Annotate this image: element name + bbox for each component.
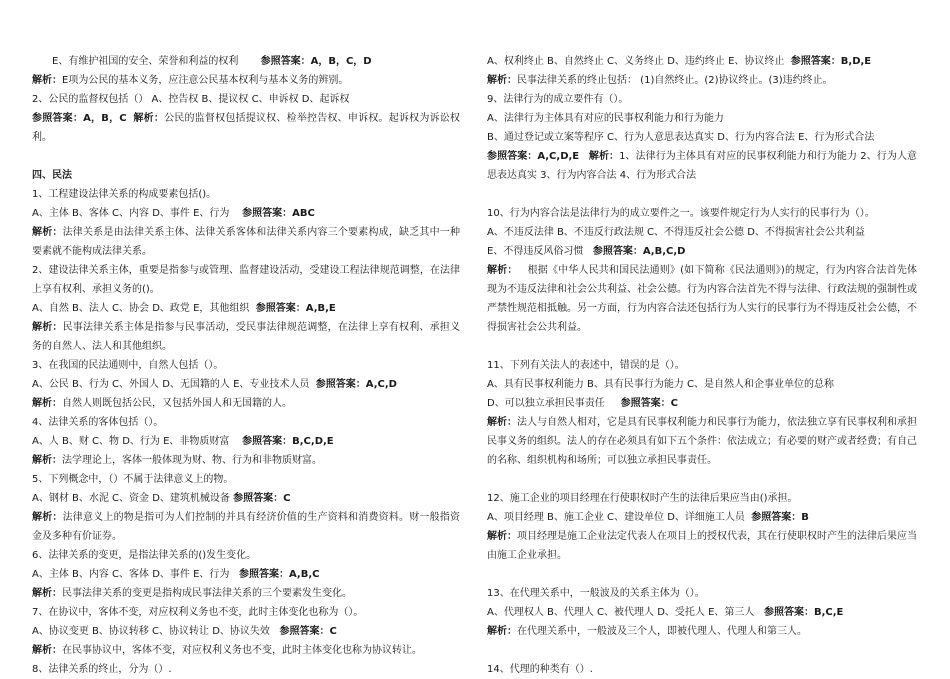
question: 4、法律关系的客体包括（）。 [32,417,164,428]
question: 8、法律关系的终止，分为（）. [32,664,172,675]
options: A、自然 B、法人 C、协会 D、政党 E，其他组织 参照答案：A,B,E [32,303,336,314]
explanation: 解析：法学理论上，客体一般体现为财、物、行为和非物质财富。 [32,455,322,466]
explanation: 解析：民事法律关系主体是指参与民事活动，受民事法律规范调整，在法律上享有权利、承担义务的自然人、法人和其他组织。 [32,322,461,352]
question: 3、在我国的民法通则中，自然人包括（）。 [32,360,224,371]
question: 6、法律关系的变更，是指法律关系的()发生变化。 [32,550,257,561]
explanation: 解析：在代理关系中，一般波及三个人，即被代理人、代理人和第三人。 [487,626,807,637]
options: A、不违反法律 B、不违反行政法规 C、不得违反社会公德 D、不得损害社会公共利益 [487,227,865,238]
options: A、权利终止 B、自然终止 C、义务终止 D、违约终止 E、协议终止 参照答案：B,D,E [487,56,872,67]
options: A、协议变更 B、协议转移 C、协议转让 D、协议失效 参照答案：C [32,626,337,637]
question: 1、工程建设法律关系的构成要素包括()。 [32,189,217,200]
options: A、钢材 B、水泥 C、资金 D、建筑机械设备 参照答案：C [32,493,291,504]
options: A、法律行为主体具有对应的民事权利能力和行为能力 [487,113,724,124]
answer-explanation: 参照答案：A，B，C 解析：公民的监督权包括提议权、检举控告权、申诉权。起诉权为诉讼权利。 [32,113,461,143]
options: A、代理权人 B、代理人 C、被代理人 D、受托人 E、第三人 参照答案：B,C,E [487,607,844,618]
options: A、具有民事权利能力 B、具有民事行为能力 C、是自然人和企事业单位的总称 [487,379,835,390]
explanation: 解析：法人与自然人相对，它是具有民事权利能力和民事行为能力，依法独立享有民事权利和承担民事义务的组织。法人的存在必须具有如下五个条件：依法成立；有必要的财产或者经费；有自己的名称、组织机构和场所；可以独立承担民事责任。 [487,417,917,466]
question: 13、在代理关系中，一般波及的关系主体为（）。 [487,588,705,599]
options: A、人 B、财 C、物 D、行为 E、非物质财富 参照答案：B,C,D,E [32,436,334,447]
options: A、项目经理 B、施工企业 C、建设单位 D、详细施工人员 参照答案：B [487,512,809,523]
question: 5、下列概念中，（）不属于法律意义上的物。 [32,474,234,485]
left-column [32,52,460,679]
explanation: 解析：民事法律关系的变更是指构成民事法律关系的三个要素发生变化。 [32,588,352,599]
question: 12、施工企业的项目经理在行使职权时产生的法律后果应当由()承担。 [487,493,798,504]
question: 7、在协议中，客体不变，对应权利义务也不变，此时主体变化也称为（）。 [32,607,364,618]
question: 10、行为内容合法是法律行为的成立要件之一。该要件规定行为人实行的民事行为（）。 [487,208,875,219]
options: B、通过登记或立案等程序 C、行为人意思表达真实 D、行为内容合法 E、行为形式合法 [487,132,875,143]
question: 11、下列有关法人的表述中，错误的是（）。 [487,360,685,371]
item-line: E、有维护祖国的安全、荣誉和利益的权利 参照答案：A，B，C，D [52,56,372,67]
explanation: 解析：自然人则既包括公民，又包括外国人和无国籍的人。 [32,398,292,409]
explanation: 解析：在民事协议中，客体不变，对应权利义务也不变，此时主体变化也称为协议转让。 [32,645,422,656]
answer-explanation: 参照答案：A,C,D,E 解析：1、法律行为主体具有对应的民事权利能力和行为能力 2、行为人意思表达真实 3、行为内容合法 4、行为形式合法 [487,151,918,181]
explanation: 解析：民事法律关系的终止包括： (1)自然终止。(2)协议终止。(3)违约终止。 [487,75,833,86]
options: A、主体 B、内容 C、客体 D、事件 E、行为 参照答案：A,B,C [32,569,320,580]
right-column [487,52,917,679]
options: E、不得违反风俗习惯 参照答案：A,B,C,D [487,246,686,257]
question: 9、法律行为的成立要件有（）。 [487,94,629,105]
explanation: 解析：法律意义上的物是指可为人们控制的并具有经济价值的生产资料和消费资料。财一般指资金及多种有价证券。 [32,512,461,542]
options: A、主体 B、客体 C、内容 D、事件 E、行为 参照答案：ABC [32,208,315,219]
options: A、公民 B、行为 C、外国人 D、无国籍的人 E、专业技术人员 参照答案：A,C,D [32,379,397,390]
explanation: 解析： 根据《中华人民共和国民法通则》(如下简称《民法通则》)的规定，行为内容合法首先体现为不违反法律和社会公共利益、社会公德。行为内容合法首先不得与法律、行政法规的强制性或严禁性规范相抵触。另一方面，行为内容合法还包括行为人实行的民事行为不得违反社会公德，不得损害社会公共利益。 [487,265,917,333]
question: 2、建设法律关系主体，重要是指参与或管理、监督建设活动，受建设工程法律规范调整，在法律上享有权利、承担义务的()。 [32,265,460,295]
question: 2、公民的监督权包括（） A、控告权 B、提议权 C、申诉权 D、起诉权 [32,94,350,105]
explanation: 解析：项目经理是施工企业法定代表人在项目上的授权代表，其在行使职权时产生的法律后果应当由施工企业承担。 [487,531,917,561]
explanation: 解析：E项为公民的基本义务，应注意公民基本权利与基本义务的辨别。 [32,75,349,86]
options: D、可以独立承担民事责任 参照答案：C [487,398,678,409]
section-heading: 四、民法 [32,170,72,181]
explanation: 解析：法律关系是由法律关系主体、法律关系客体和法律关系内容三个要素构成，缺乏其中一种要素就不能构成法律关系。 [32,227,461,257]
question: 14、代理的种类有（）. [487,664,593,675]
